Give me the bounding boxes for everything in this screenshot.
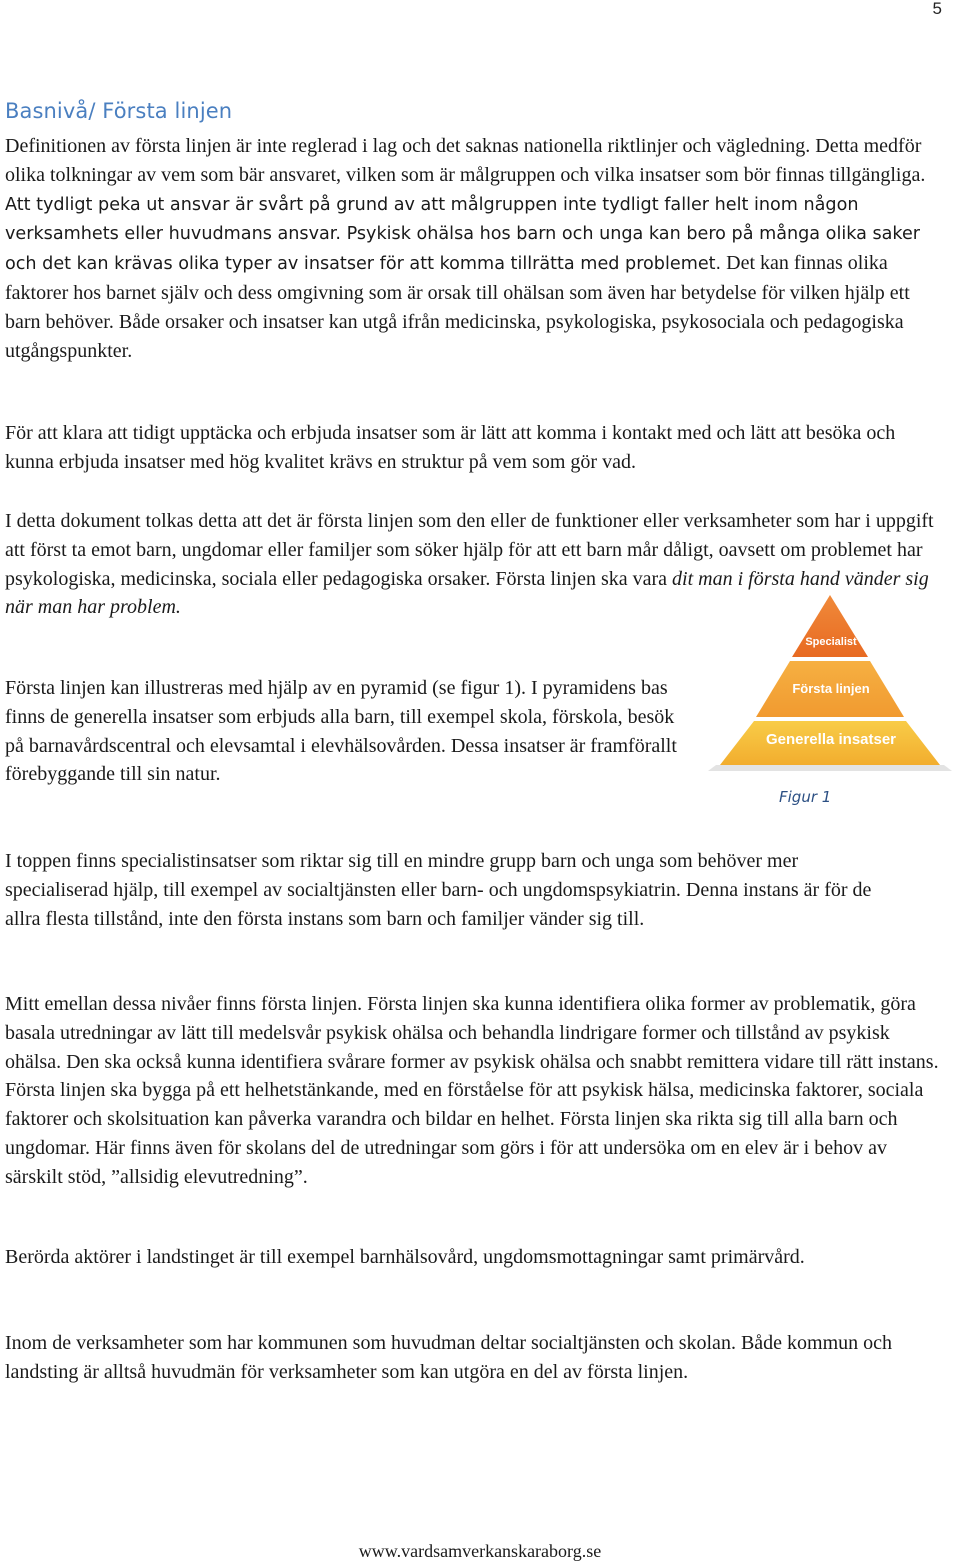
paragraph-definition-part2: Att tydligt peka ut ansvar är svårt på grund av att målgruppen inte tydligt faller helt inom någon verksamhets eller huvudmans ansvar. Psykisk ohälsa hos barn och unga kan bero på många olika saker och det kan krävas olika typer av insatser för att komma tillrätta med problemet. (5, 194, 921, 275)
paragraph-first-line-role: Mitt emellan dessa nivåer finns första linjen. Första linjen ska kunna identifiera olika former av problematik, göra basala utredningar av lätt till medelsvår psykisk ohälsa och behandla lindrigare former och tillstånd av psykisk ohälsa. Den ska också kunna identifiera svårare former av psykisk ohälsa och snabbt remittera vidare till rätt instans. Första linjen ska bygga på ett helhetstänkande, med en förståelse för att psykisk hälsa, medicinska faktorer, sociala faktorer och skolsituation kan påverka varandra och bildar en helhet. Första linjen ska rikta sig till alla barn och ungdomar. Här finns även för skolans del de utredningar som görs i för att undersöka om en elev är i behov av särskilt stöd, ”allsidig elevutredning”. (5, 993, 939, 1188)
section-heading: Basnivå/ Första linjen (5, 99, 233, 123)
pyramid-figure (700, 575, 960, 815)
pyramid-image (700, 575, 960, 785)
paragraph-definition-part1: Definitionen av första linjen är inte reglerad i lag och det saknas nationella riktlinjer och vägledning. Detta medför olika tolkningar av vem som bär ansvaret, vilken som är målgruppen och vilka insatser som bör finnas tillgängliga. (5, 135, 926, 186)
paragraph-first-line-text: I detta dokument tolkas detta att det är första linjen som den eller de funktioner eller verksamheter som har i uppgift att först ta emot barn, ungdomar eller familjer som söker hjälp för att ett barn mår dåligt, oavsett om problemet har psykologiska, medicinska, sociala eller pedagogiska orsaker. Första linjen ska vara (5, 510, 934, 590)
paragraph-definition-part3: Det kan finnas olika faktorer hos barnet själv och dess omgivning som är orsak till ohälsan som även har betydelse för vilken hjälp ett barn behöver. Både orsaker och insatser kan utgå ifrån medicinska, psykologiska, psykosociala och pedagogiska utgångspunkter. (5, 252, 910, 362)
paragraph-specialist: I toppen finns specialistinsatser som riktar sig till en mindre grupp barn och unga som behöver mer specialiserad hjälp, till exempel av socialtjänsten eller barn- och ungdomspsykiatrin. Denna instans är för de allra flesta tillstånd, inte den första instans som barn och familjer vänder sig till. (5, 850, 872, 930)
paragraph-municipality: Inom de verksamheter som har kommunen som huvudman deltar socialtjänsten och skolan. Både kommun och landsting är alltså huvudmän för verksamheter som kan utgöra en del av första linjen. (5, 1332, 893, 1383)
pyramid-label-generella-insatser: Generella insatser (765, 731, 897, 748)
paragraph-definition (5, 132, 935, 365)
pyramid-label-specialist: Specialist (805, 636, 857, 648)
paragraph-pyramid: Första linjen kan illustreras med hjälp av en pyramid (se figur 1). I pyramidens bas finns de generella insatser som erbjuds alla barn, till exempel skola, förskola, besök på barnavårdscentral och elevsamtal i elevhälsovården. Dessa insatser är framförallt förebyggande till sin natur. (5, 677, 677, 786)
pyramid-label-forsta-linjen: Första linjen (792, 681, 870, 696)
paragraph-first-line-emphasis: dit man i första hand vänder sig när man har problem. (5, 567, 929, 619)
paragraph-structure: För att klara att tidigt upptäcka och erbjuda insatser som är lätt att komma i kontakt med och lätt att besöka och kunna erbjuda insatser med hög kvalitet krävs en struktur på vem som gör vad. (5, 422, 896, 473)
page-number: 5 (932, 0, 942, 18)
figure-caption: Figur 1 (779, 788, 832, 806)
footer-website: www.vardsamverkanskaraborg.se (358, 1541, 602, 1561)
paragraph-county-actors: Berörda aktörer i landstinget är till exempel barnhälsovård, ungdomsmottagningar samt primärvård. (5, 1246, 805, 1268)
